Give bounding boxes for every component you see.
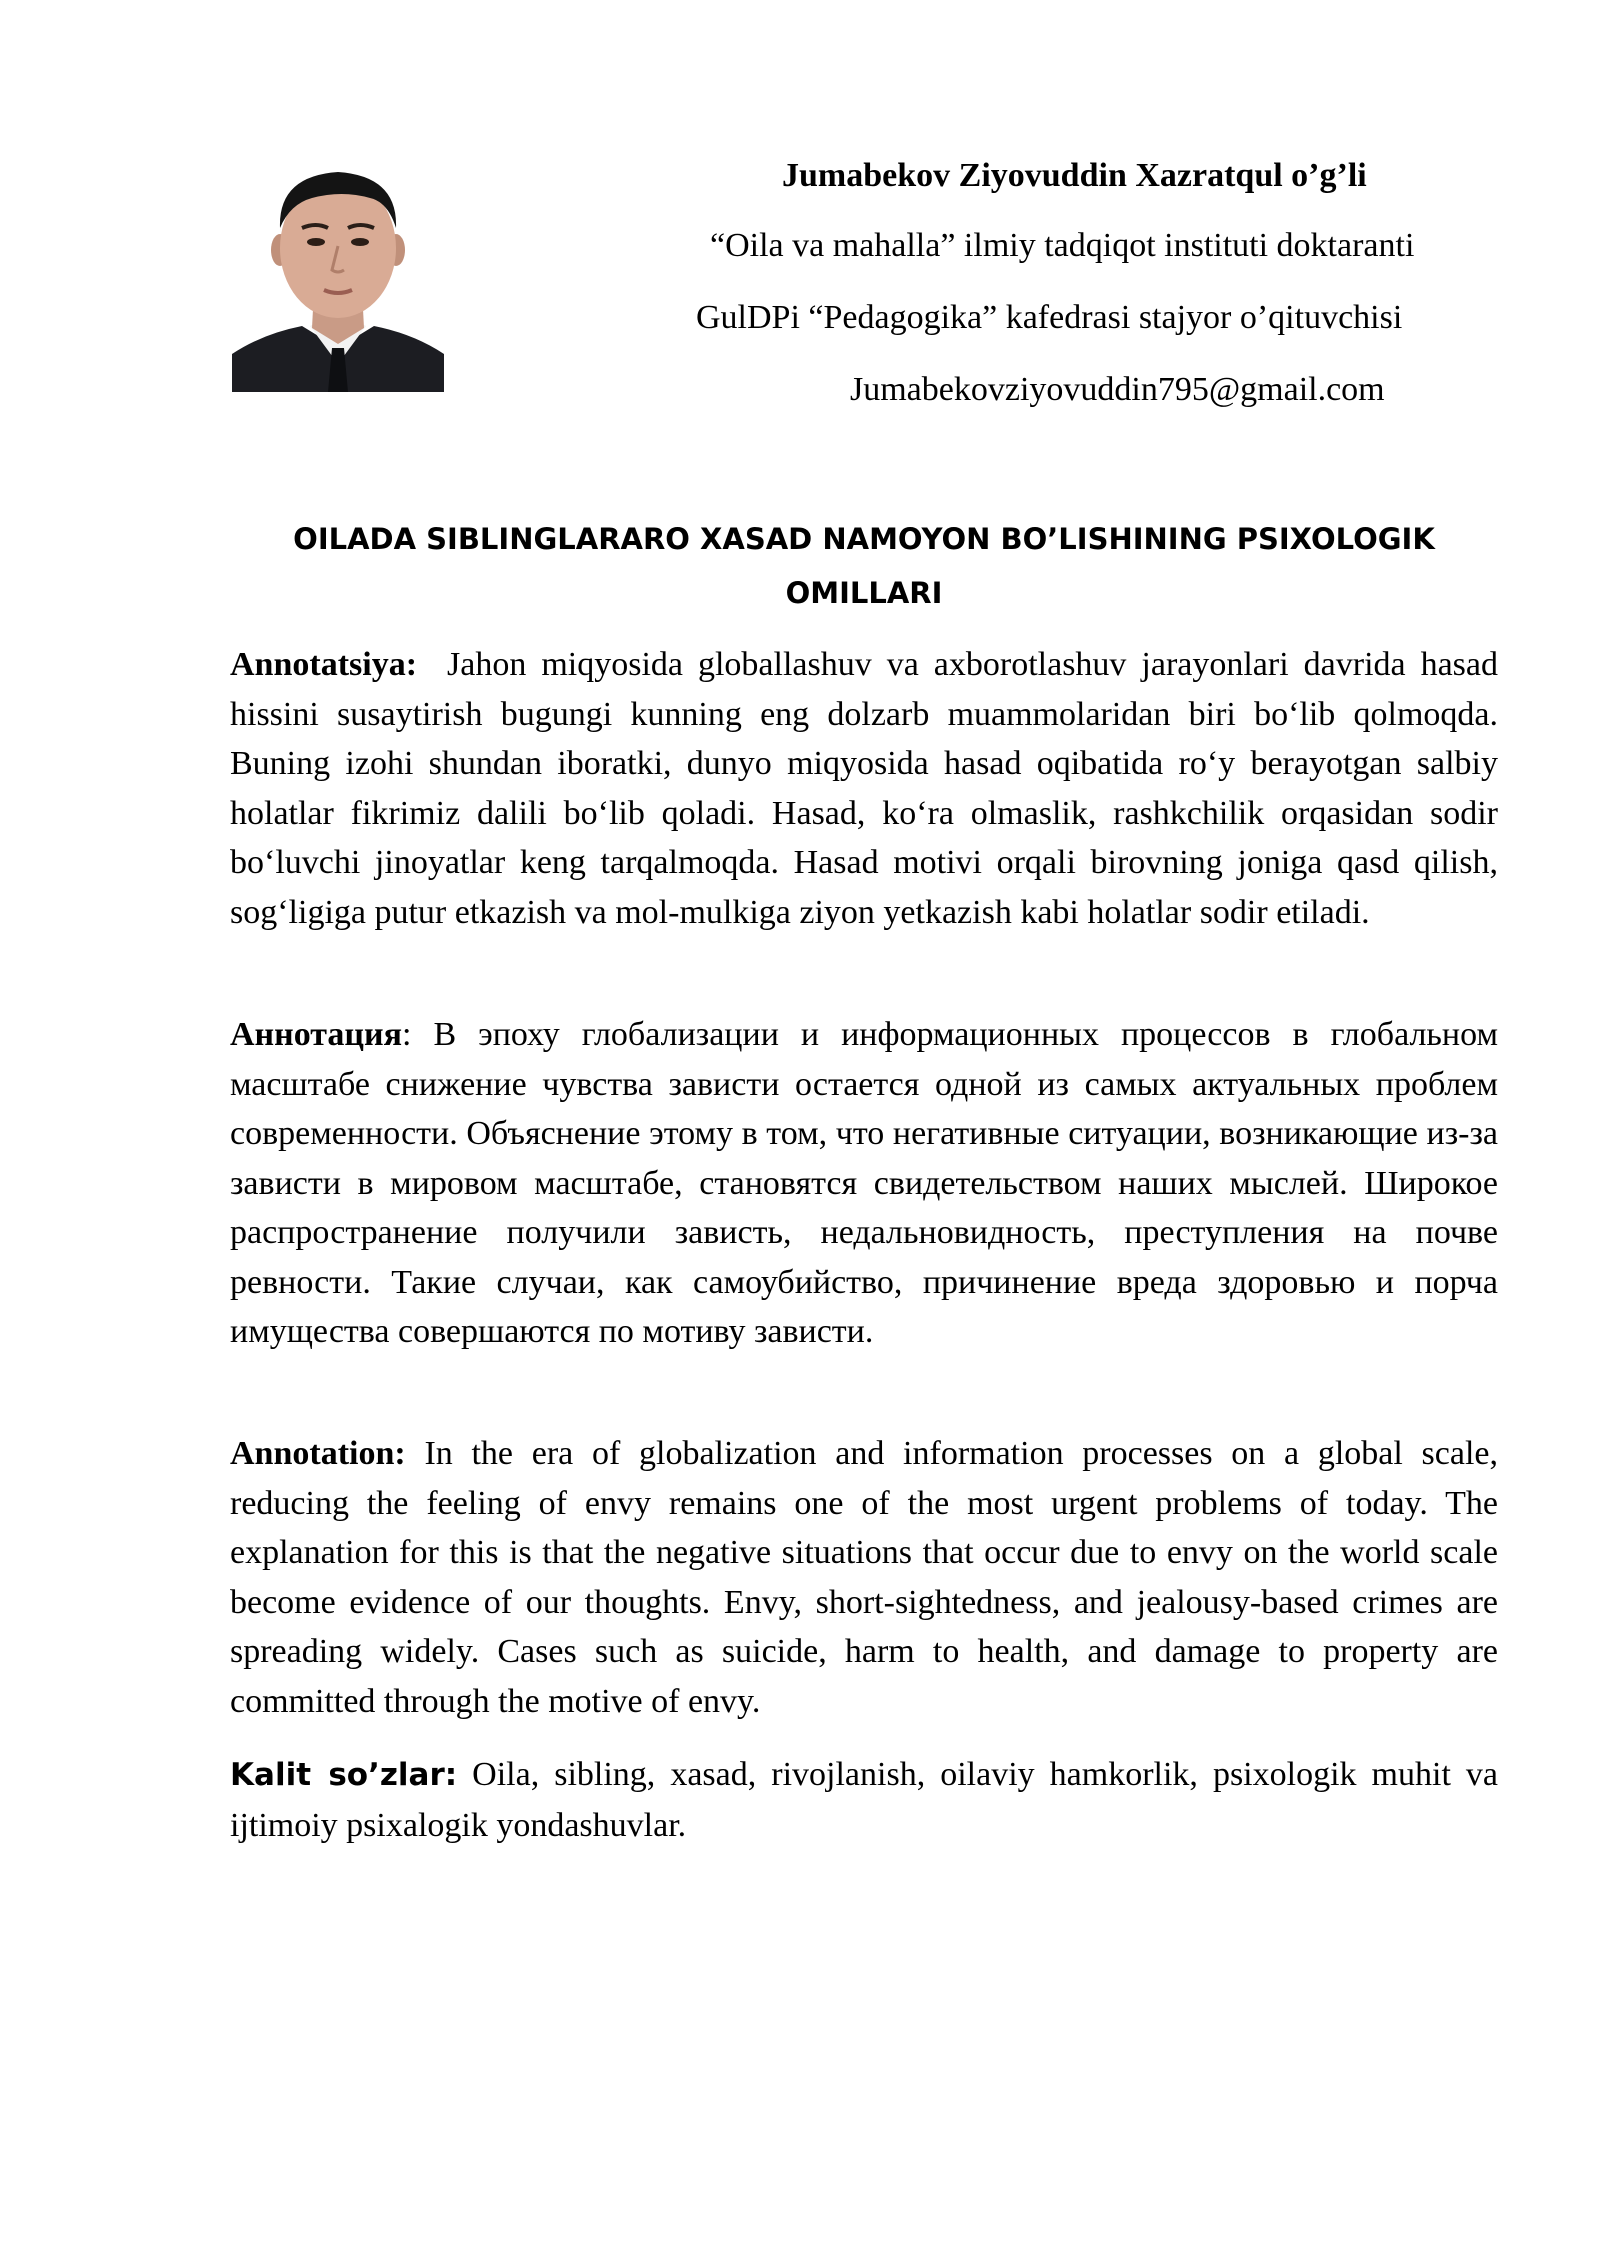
author-email: Jumabekovziyovuddin795@gmail.com xyxy=(850,371,1385,408)
annotation-ru-label: Аннотация xyxy=(230,1016,402,1053)
annotation-en-text: In the era of globalization and information processes on a global scale, reducing the feeling of envy remains one of the most urgent problems of today. The explanation for this is that the negative situations that occur due to envy on the world scale become evidence of our thoughts. Envy, short-sightedness, and jealousy-based crimes are spreading widely. Cases such as suicide, harm to health, and damage to property are committed through the motive of envy. xyxy=(230,1435,1499,1720)
annotation-uz-label: Annotatsiya: xyxy=(230,646,418,683)
keywords xyxy=(230,1750,1498,1850)
paper-title: OILADA SIBLINGLARARO XASAD NAMOYON BO’LISHINING PSIXOLOGIK OMILLARI xyxy=(293,522,1435,610)
annotation-en xyxy=(230,1429,1498,1726)
annotation-uz xyxy=(230,640,1498,937)
annotation-en-label: Annotation: xyxy=(230,1435,406,1472)
keywords-label: Kalit so’zlar: xyxy=(230,1757,458,1793)
annotation-ru xyxy=(230,1010,1498,1357)
author-affiliation-1: “Oila va mahalla” ilmiy tadqiqot instituti doktaranti xyxy=(710,227,1415,264)
author-photo xyxy=(232,158,444,392)
annotation-uz-text: Jahon miqyosida globallashuv va axborotlashuv jarayonlari davrida hasad hissini susaytirish bugungi kunning eng dolzarb muammolaridan biri bo‘lib qolmoqda. Buning izohi shundan iboratki, dunyo miqyosida hasad oqibatida ro‘y berayotgan salbiy holatlar fikrimiz dalili bo‘lib qoladi. Hasad, ko‘ra olmaslik, rashkchilik orqasidan sodir bo‘luvchi jinoyatlar keng tarqalmoqda. Hasad motivi orqali birovning joniga qasd qilish, sog‘ligiga putur etkazish va mol-mulkiga ziyon yetkazish kabi holatlar sodir etiladi. xyxy=(230,646,1499,931)
annotation-ru-colon: : xyxy=(401,1016,412,1053)
author-name: Jumabekov Ziyovuddin Xazratqul o’g’li xyxy=(782,157,1367,194)
annotation-ru-text: В эпоху глобализации и информационных процессов в глобальном масштабе снижение чувства зависти остается одной из самых актуальных проблем современности. Объяснение этому в том, что негативные ситуации, возникающие из-за зависти в мировом масштабе, становятся свидетельством наших мыслей. Широкое распространение получили зависть, недальновидность, преступления на почве ревности. Такие случаи, как самоубийство, причинение вреда здоровью и порча имущества совершаются по мотиву зависти. xyxy=(230,1016,1498,1350)
author-affiliation-2: GulDPi “Pedagogika” kafedrasi stajyor o’qituvchisi xyxy=(696,299,1403,336)
keywords-text: Oila, sibling, xasad, rivojlanish, oilaviy hamkorlik, psixologik muhit va ijtimoiy psixalogik yondashuvlar. xyxy=(230,1756,1499,1844)
